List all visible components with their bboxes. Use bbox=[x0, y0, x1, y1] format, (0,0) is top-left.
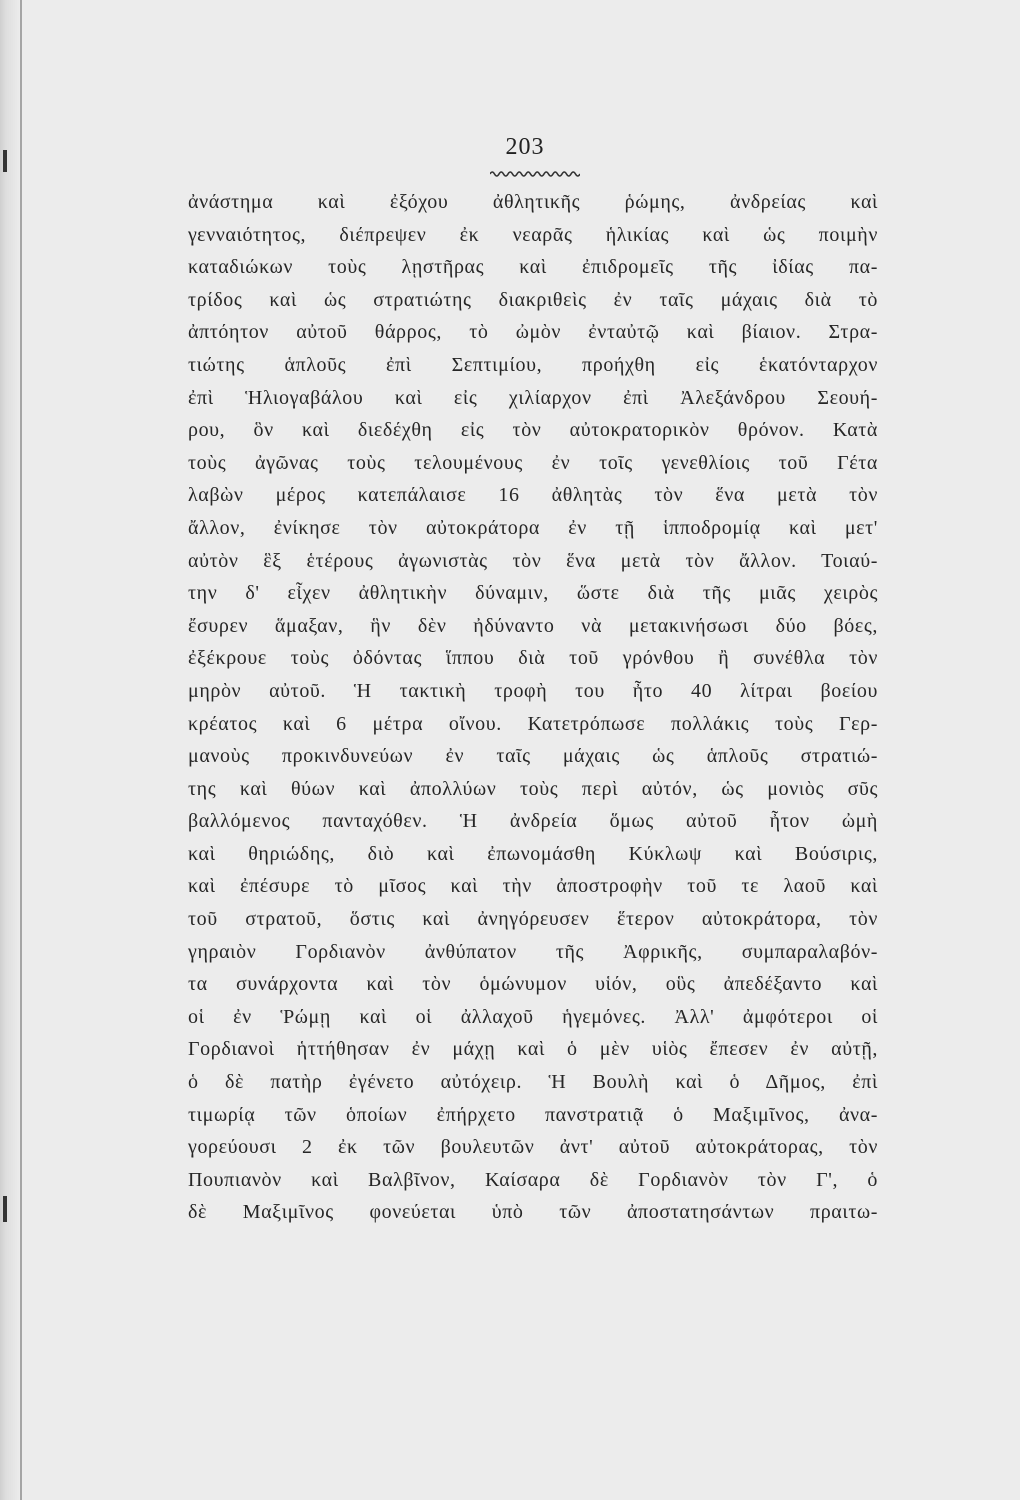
text-line: τα συνάρχοντα καὶ τὸν ὁμώνυμον υἱόν, οὓς ἀπεδέξαντο καὶ bbox=[188, 973, 878, 996]
text-line: βαλλόμενος πανταχόθεν. Ἡ ἀνδρεία ὅμως αὐτοῦ ἦτον ὠμὴ bbox=[188, 810, 878, 833]
text-line: Πουπιανὸν καὶ Βαλβῖνον, Καίσαρα δὲ Γορδιανὸν τὸν Γ', ὁ bbox=[188, 1168, 878, 1191]
text-line: ἐπὶ Ἡλιογαβάλου καὶ εἰς χιλίαρχον ἐπὶ Ἀλεξάνδρου Σεουή- bbox=[188, 386, 878, 409]
text-line: ἀπτόητον αὐτοῦ θάρρος, τὸ ὠμὸν ἐνταὐτῷ καὶ βίαιον. Στρα- bbox=[188, 321, 878, 344]
text-line: καὶ θηριώδης, διὸ καὶ ἐπωνομάσθη Κύκλωψ καὶ Βούσιρις, bbox=[188, 842, 878, 865]
text-line: ἔσυρεν ἅμαξαν, ἣν δὲν ἠδύναντο νὰ μετακινήσωσι δύο βόες, bbox=[188, 614, 878, 637]
text-line: Γορδιανοὶ ἡττήθησαν ἐν μάχῃ καὶ ὁ μὲν υἱὸς ἔπεσεν ἐν αὐτῇ, bbox=[188, 1038, 878, 1061]
body-text bbox=[188, 186, 878, 1229]
binding-edge bbox=[0, 0, 20, 1500]
text-line: ἄλλον, ἐνίκησε τὸν αὐτοκράτορα ἐν τῇ ἱπποδρομίᾳ καὶ μετ' bbox=[188, 516, 878, 539]
text-line: καταδιώκων τοὺς λῃστῆρας καὶ ἐπιδρομεῖς τῆς ἰδίας πα- bbox=[188, 256, 878, 279]
text-line: καὶ ἐπέσυρε τὸ μῖσος καὶ τὴν ἀποστροφὴν τοῦ τε λαοῦ καὶ bbox=[188, 875, 878, 898]
text-line: ἀνάστημα καὶ ἐξόχου ἀθλητικῆς ῥώμης, ἀνδρείας καὶ bbox=[188, 191, 878, 213]
wavy-rule-ornament bbox=[490, 170, 580, 178]
page-gutter-line bbox=[20, 0, 22, 1500]
text-line: οἱ ἐν Ῥώμῃ καὶ οἱ ἀλλαχοῦ ἡγεμόνες. Ἀλλ' ἀμφότεροι οἱ bbox=[188, 1005, 878, 1028]
text-line: της καὶ θύων καὶ ἀπολλύων τοὺς περὶ αὐτόν, ὡς μονιὸς σῦς bbox=[188, 777, 878, 800]
text-line: τοὺς ἀγῶνας τοὺς τελουμένους ἐν τοῖς γενεθλίοις τοῦ Γέτα bbox=[188, 451, 878, 474]
text-line: μανοὺς προκινδυνεύων ἐν ταῖς μάχαις ὡς ἁπλοῦς στρατιώ- bbox=[188, 745, 878, 768]
text-line: τιώτης ἁπλοῦς ἐπὶ Σεπτιμίου, προήχθη εἰς ἑκατόνταρχον bbox=[188, 353, 878, 376]
text-line: δὲ Μαξιμῖνος φονεύεται ὑπὸ τῶν ἀποστατησάντων πραιτω- bbox=[188, 1201, 878, 1224]
text-line: κρέατος καὶ 6 μέτρα οἴνου. Κατετρόπωσε πολλάκις τοὺς Γερ- bbox=[188, 712, 878, 735]
text-line: γορεύουσι 2 ἐκ τῶν βουλευτῶν ἀντ' αὐτοῦ αὐτοκράτορας, τὸν bbox=[188, 1136, 878, 1159]
text-line: αὐτὸν ἓξ ἑτέρους ἀγωνιστὰς τὸν ἕνα μετὰ τὸν ἄλλον. Τοιαύ- bbox=[188, 549, 878, 572]
text-line: λαβὼν μέρος κατεπάλαισε 16 ἀθλητὰς τὸν ἕνα μετὰ τὸν bbox=[188, 484, 878, 507]
text-line: μηρὸν αὐτοῦ. Ἡ τακτικὴ τροφὴ του ἦτο 40 λίτραι βοείου bbox=[188, 679, 878, 702]
text-line: γηραιὸν Γορδιανὸν ἀνθύπατον τῆς Ἀφρικῆς, συμπαραλαβόν- bbox=[188, 940, 878, 963]
edge-mark bbox=[3, 1196, 7, 1222]
text-line: τοῦ στρατοῦ, ὅστις καὶ ἀνηγόρευσεν ἕτερον αὐτοκράτορα, τὸν bbox=[188, 908, 878, 931]
page-number: 203 bbox=[505, 134, 545, 160]
text-line: ρου, ὃν καὶ διεδέχθη εἰς τὸν αὐτοκρατορικὸν θρόνον. Κατὰ bbox=[188, 419, 878, 442]
text-line: την δ' εἶχεν ἀθλητικὴν δύναμιν, ὥστε διὰ τῆς μιᾶς χειρὸς bbox=[188, 582, 878, 605]
text-line: γενναιότητος, διέπρεψεν ἐκ νεαρᾶς ἡλικίας καὶ ὡς ποιμὴν bbox=[188, 223, 878, 246]
text-line: τρίδος καὶ ὡς στρατιώτης διακριθεὶς ἐν ταῖς μάχαις διὰ τὸ bbox=[188, 288, 878, 311]
text-line: τιμωρίᾳ τῶν ὁποίων ἐπήρχετο πανστρατιᾷ ὁ Μαξιμῖνος, ἀνα- bbox=[188, 1103, 878, 1126]
text-line: ἐξέκρουε τοὺς ὀδόντας ἵππου διὰ τοῦ γρόνθου ἢ συνέθλα τὸν bbox=[188, 647, 878, 670]
text-line: ὁ δὲ πατὴρ ἐγένετο αὐτόχειρ. Ἡ Βουλὴ καὶ ὁ Δῆμος, ἐπὶ bbox=[188, 1071, 878, 1094]
